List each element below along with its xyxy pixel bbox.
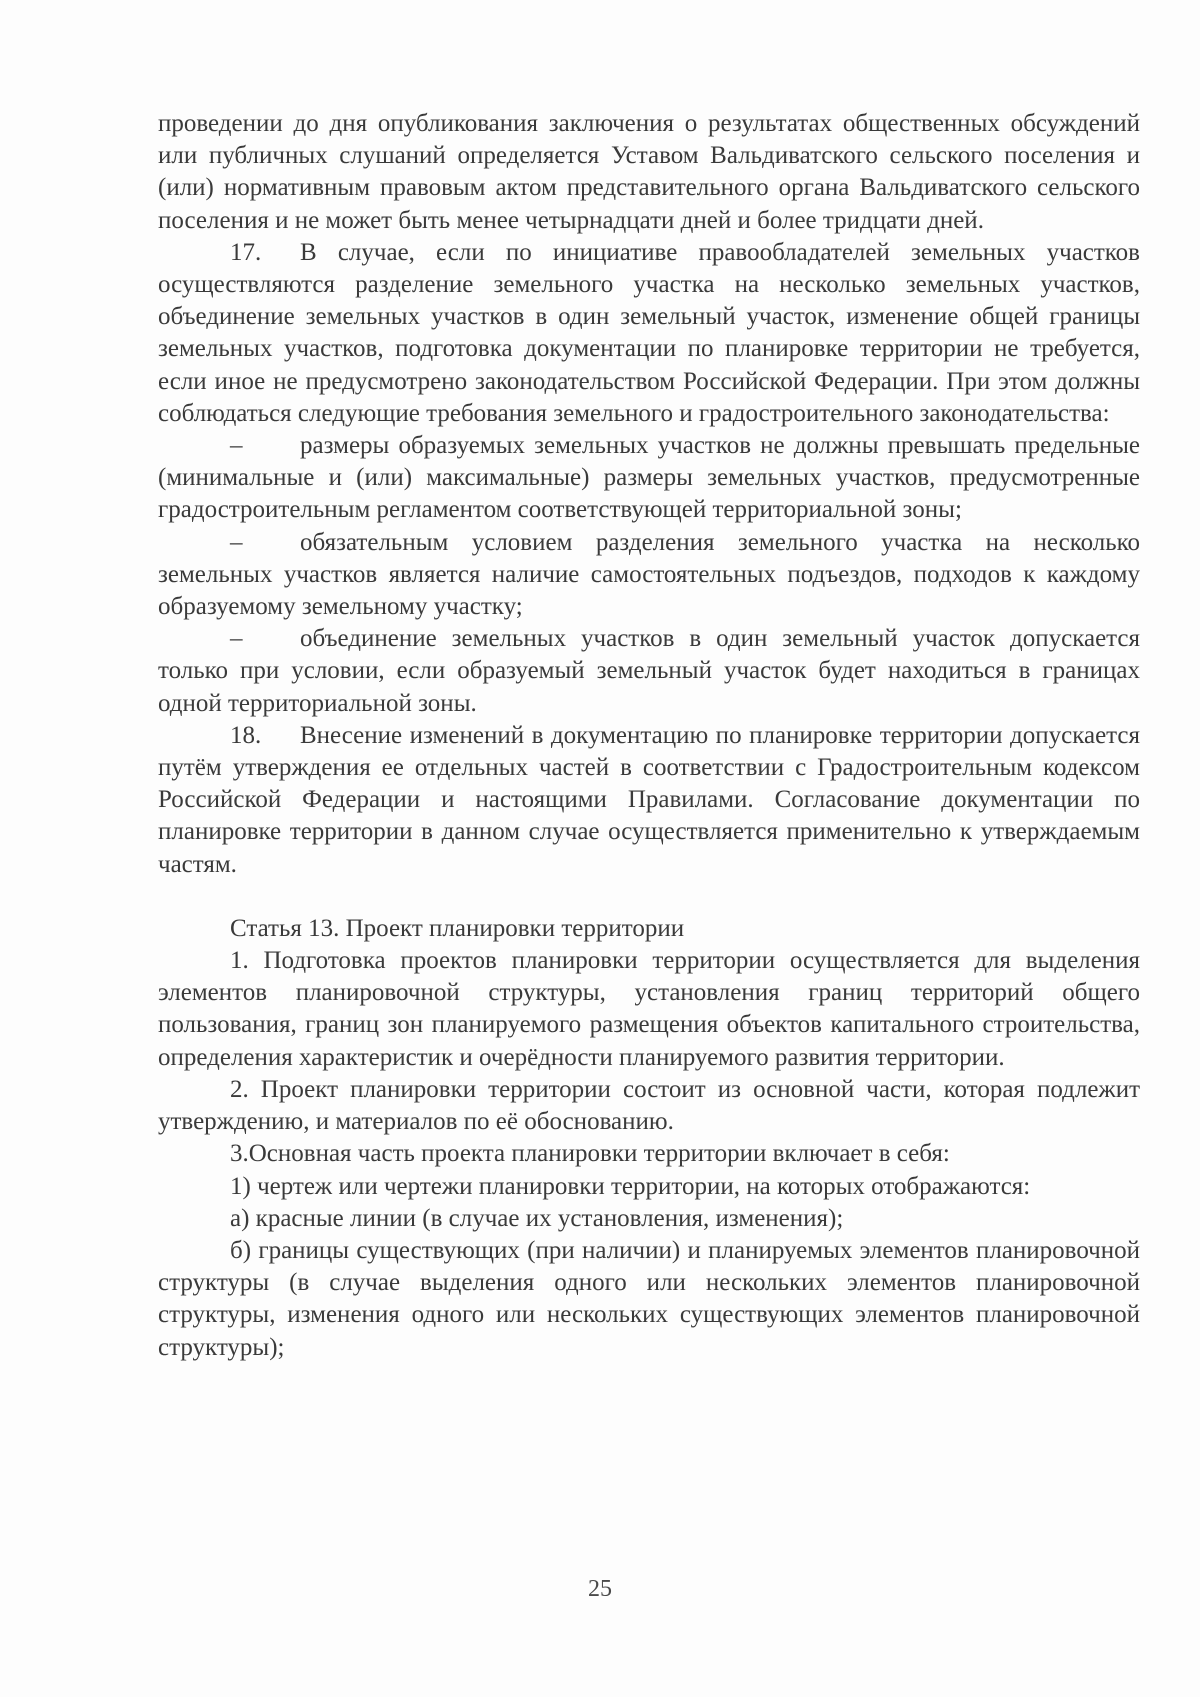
- dash-item-text: объединение земельных участков в один земельный участок допускается только при условии, если образуемый земельный участок будет находиться в границах одной территориальной зоны.: [158, 625, 1140, 717]
- page-number: 25: [588, 1576, 612, 1602]
- dash-item: [158, 623, 1140, 720]
- article-13-paragraph: б) границы существующих (при наличии) и планируемых элементов планировочной структуры (в случае выделения одного или нескольких элементов планировочной структуры, изменения одного или нескольких существующих элементов планировочной структуры);: [158, 1236, 1140, 1361]
- article-13-paragraph: 1. Подготовка проектов планировки территории осуществляется для выделения элементов планировочной структуры, установления границ территорий общего пользования, границ зон планируемого размещения объектов капитального строительства, определения характеристик и очерёдности планируемого развития территории.: [158, 947, 1140, 1071]
- item-17: [158, 237, 1140, 430]
- article-13-paragraph: 2. Проект планировки территории состоит из основной части, которая подлежит утверждению, и материалов по её обоснованию.: [158, 1075, 1140, 1136]
- article-13-paragraph: а) красные линии (в случае их установления, изменения);: [230, 1204, 844, 1232]
- dash-marker: –: [230, 625, 243, 653]
- document-body: [158, 108, 1140, 1364]
- dash-item-text: обязательным условием разделения земельного участка на несколько земельных участков является наличие самостоятельных подъездов, подходов к каждому образуемому земельному участку;: [158, 528, 1140, 621]
- article-13-paragraph: 1) чертеж или чертежи планировки территории, на которых отображаются:: [230, 1172, 1031, 1200]
- dash-marker: –: [230, 528, 243, 556]
- item-18-text: Внесение изменений в документацию по планировке территории допускается путём утверждения ее отдельных частей в соответствии с Градостроительным кодексом Российской Федерации и настоящими Правилами. Согласование документации по планировке территории в данном случае осуществляется применительно к утверждаемым частям.: [158, 721, 1140, 878]
- dash-item-text: размеры образуемых земельных участков не должны превышать предельные (минимальные и (или) максимальные) размеры земельных участков, предусмотренные градостроительным регламентом соответствующей территориальной зоны;: [158, 432, 1140, 524]
- dash-item: [158, 527, 1140, 624]
- item-18: [158, 720, 1140, 881]
- item-17-text: В случае, если по инициативе правообладателей земельных участков осуществляются разделение земельного участка на несколько земельных участков, объединение земельных участков в один земельный участок, изменение общей границы земельных участков, подготовка документации по планировке территории не требуется, если иное не предусмотрено законодательством Российской Федерации. При этом должны соблюдаться следующие требования земельного и градостроительного законодательства:: [158, 238, 1140, 427]
- article-13-heading: Статья 13. Проект планировки территории: [230, 914, 685, 942]
- dash-item: [158, 430, 1140, 527]
- article-13-paragraph: 3.Основная часть проекта планировки территории включает в себя:: [230, 1140, 950, 1168]
- intro-paragraph: проведении до дня опубликования заключения о результатах общественных обсуждений или публичных слушаний определяется Уставом Вальдиватского сельского поселения и (или) нормативным правовым актом представительного органа Вальдиватского сельского поселения и не может быть менее четырнадцати дней и более тридцати дней.: [158, 110, 1140, 234]
- item-17-number: 17.: [230, 238, 262, 266]
- item-18-number: 18.: [230, 721, 262, 749]
- dash-marker: –: [230, 432, 243, 460]
